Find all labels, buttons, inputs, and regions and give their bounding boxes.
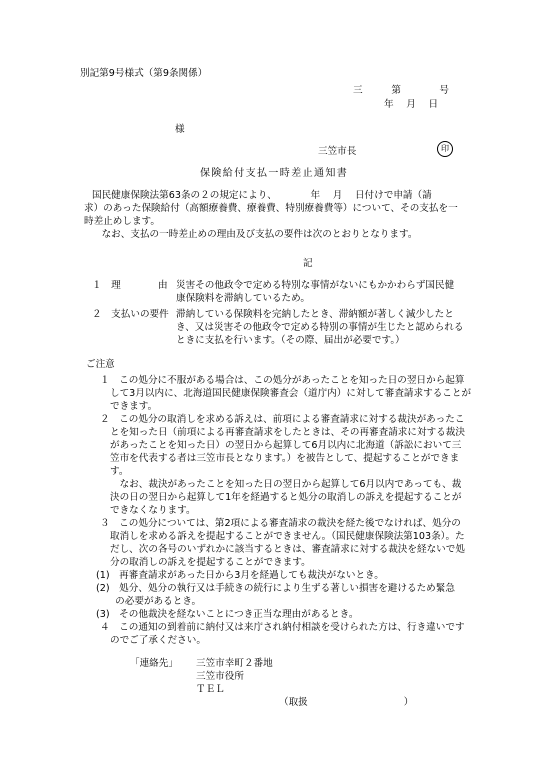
- ki-heading: 記: [303, 258, 313, 269]
- reason-label: １ 理: [92, 280, 121, 291]
- contact-label: 「連絡先」: [130, 658, 178, 669]
- text-line: ２ この処分の取消しを求める訴えは、前項による審査請求に対する裁決があったこ: [100, 414, 465, 425]
- issue-date: 年 月 日: [384, 99, 439, 110]
- text-line: なお、裁決があったことを知った日の翌日から起算して6月以内であっても、裁: [110, 479, 462, 490]
- text-line: できます。: [110, 401, 158, 412]
- text-line: なお、支払の一時差止めの理由及び支払の要件は次のとおりとなります。: [92, 229, 418, 240]
- text-line: のでご了承ください。: [110, 635, 206, 646]
- requirement-text: [176, 308, 463, 347]
- text-line: できなくなります。: [110, 505, 196, 516]
- text-line: 笠市を代表する者は三笠市長となります。）を被告として、提起することができま: [110, 453, 460, 464]
- text-line: (3) その他裁決を経ないことにつき正当な理由があるとき。: [96, 609, 359, 620]
- intro-paragraph: [84, 189, 458, 241]
- note-4: [100, 621, 465, 647]
- document-number: 三 第 号: [353, 85, 449, 96]
- notes-heading: ご注意: [86, 359, 115, 370]
- contact-block: [196, 657, 273, 696]
- text-line: 決の日の翌日から起算して1年を経過すると処分の取消しの訴えを提起することが: [110, 492, 462, 503]
- document-title: 保険給付支払一時差止通知書: [200, 168, 349, 179]
- reason-text: [176, 279, 454, 305]
- text-line: ３ この処分については、第2項による審査請求の裁決を経た後でなければ、処分の: [100, 518, 461, 529]
- form-label: 別記第9号様式（第9条関係）: [80, 68, 208, 79]
- text-line: す。: [110, 466, 129, 477]
- text-line: ときに支払を行います。（その際、届出が必要です。）: [176, 335, 405, 346]
- text-line: 滞納している保険料を完納したとき、滞納額が著しく減少したと: [176, 309, 454, 320]
- reason-label-end: 由: [158, 280, 168, 291]
- text-line: して3月以内に、北海道国民健康保険審査会（道庁内）に対して審査請求することが: [110, 388, 472, 399]
- text-line: 時差止めします。: [84, 216, 160, 227]
- text-line: 取消しを求める訴えを提起することができません。（国民健康保険法第103条）。た: [110, 531, 465, 542]
- text-line: 康保険料を滞納しているため。: [176, 293, 310, 304]
- issuer-name: 三笠市長: [318, 146, 357, 157]
- contact-phone: ＴＥＬ: [196, 684, 225, 695]
- text-line: 分の取消しの訴えを提起することができます。: [110, 557, 311, 568]
- text-line: だし、次の各号のいずれかに該当するときは、審査請求に対する裁決を経ないで処: [110, 544, 465, 555]
- sub-items-block: [96, 569, 455, 621]
- text-line: き、又は災害その他政令で定める特別の事情が生じたと認められる: [176, 322, 464, 333]
- notes-block: [100, 374, 471, 569]
- text-line: 災害その他政令で定める特別な事情がないにもかかわらず国民健: [176, 280, 455, 291]
- addressee-suffix: 様: [175, 124, 185, 135]
- text-line: (2) 処分、処分の執行又は手続きの続行により生ずる著しい損害を避けるため緊急: [96, 583, 455, 594]
- seal-mark: 印: [437, 141, 453, 157]
- requirement-label: ２ 支払いの要件: [92, 309, 169, 320]
- text-line: ４ この通知の到着前に納付又は来庁され納付相談を受けられた方は、行き違いです: [100, 622, 465, 633]
- text-line: 求）のあった保険給付（高額療養費、療養費、特別療養費等）について、その支払を一: [84, 203, 458, 214]
- text-line: １ この処分に不服がある場合は、この処分があったことを知った日の翌日から起算: [100, 375, 465, 386]
- text-line: (1) 再審査請求があった日から3月を経過しても裁決がないとき。: [96, 570, 384, 581]
- text-line: とを知った日（前項による再審査請求をしたときは、その再審査請求に対する裁決: [110, 427, 465, 438]
- contact-office: 三笠市役所: [196, 671, 244, 682]
- handler-line: （取扱 ）: [279, 697, 414, 708]
- contact-address: 三笠市幸町２番地: [196, 658, 273, 669]
- text-line: があったことを知った日）の翌日から起算して6月以内に北海道（訴訟において三: [110, 440, 462, 451]
- text-line: 国民健康保険法第63条の２の規定により、 年 月 日付けで申請（請: [92, 190, 432, 201]
- text-line: の必要があるとき。: [96, 596, 202, 607]
